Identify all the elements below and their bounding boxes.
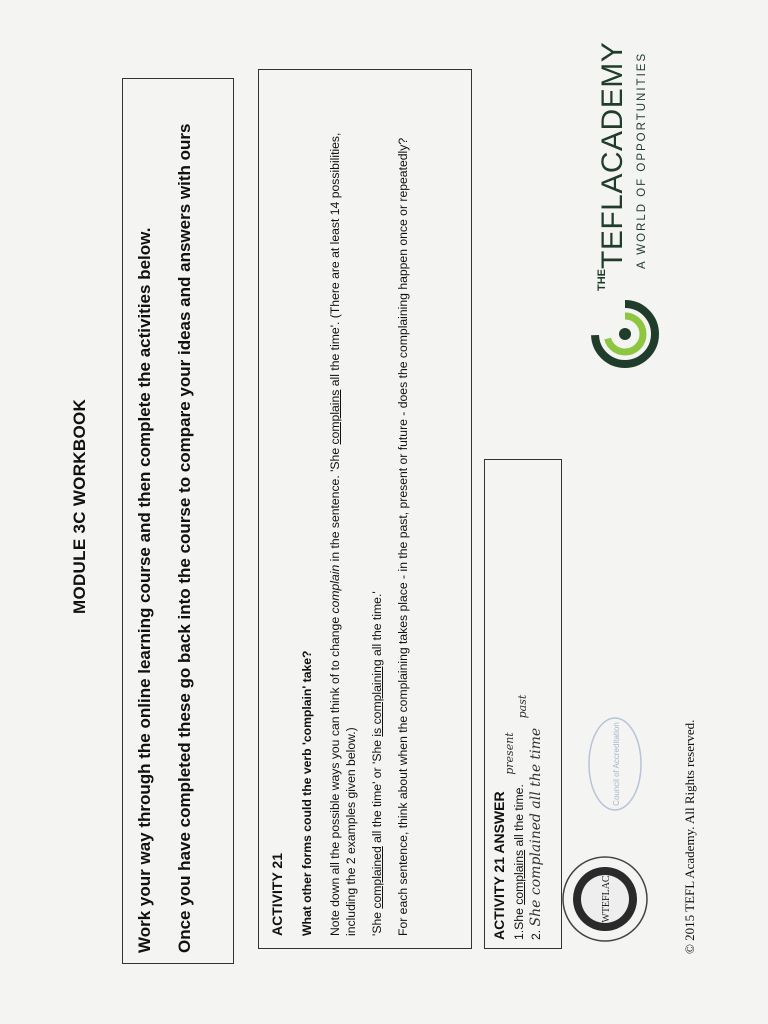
module-title: MODULE 3C WORKBOOK xyxy=(70,398,89,614)
logo-swirl-icon xyxy=(590,299,660,369)
activity-note: For each sentence, think about when the complaining takes place - in the past, present or future - does the complaining happen once or repeatedly? xyxy=(396,137,410,936)
activity-examples: 'She complained all the time' or 'She is complaining all the time.' xyxy=(370,591,384,936)
instruction-line-1: Work your way through the online learning course and then complete the activities below. xyxy=(135,227,154,953)
logo-tagline: A WORLD OF OPPORTUNITIES xyxy=(636,51,648,269)
logo-wordmark: $^{THE}$TEFLACADEMY xyxy=(596,41,629,291)
activity-question: What other forms could the verb 'complain' take? xyxy=(300,650,314,936)
answer-line-2: 2. She complained all the time past xyxy=(516,694,544,940)
answer-heading: ACTIVITY 21 ANSWER xyxy=(491,791,507,940)
accreditation-seal-icon xyxy=(560,854,650,944)
svg-text:WTEFLAC: WTEFLAC xyxy=(601,875,612,923)
svg-text:Council of Accreditation: Council of Accreditation xyxy=(612,722,621,806)
handwritten-note-past: past xyxy=(516,694,529,719)
activity-instruction: Note down all the possible ways you can think of to change complain in the sentence. 'She complains all the time'. (There are at least 14 possibilities, including the 2 examples given below.) xyxy=(328,132,358,936)
handwritten-answer: She complained all the time xyxy=(528,727,544,927)
faded-stamp-icon xyxy=(585,714,645,814)
handwritten-note-present: present xyxy=(503,732,516,775)
activity-box xyxy=(258,69,472,949)
instruction-line-2: Once you have completed these go back into the course to compare your ideas and answers with ours xyxy=(175,123,194,953)
tefl-academy-logo xyxy=(590,41,670,369)
instructions-box xyxy=(122,78,234,964)
answer-box xyxy=(484,459,562,949)
activity-heading: ACTIVITY 21 xyxy=(269,853,285,936)
copyright: © 2015 TEFL Academy. All Rights reserved. xyxy=(682,719,697,954)
answer-line-1: 1.She complains all the time. present xyxy=(503,732,526,940)
